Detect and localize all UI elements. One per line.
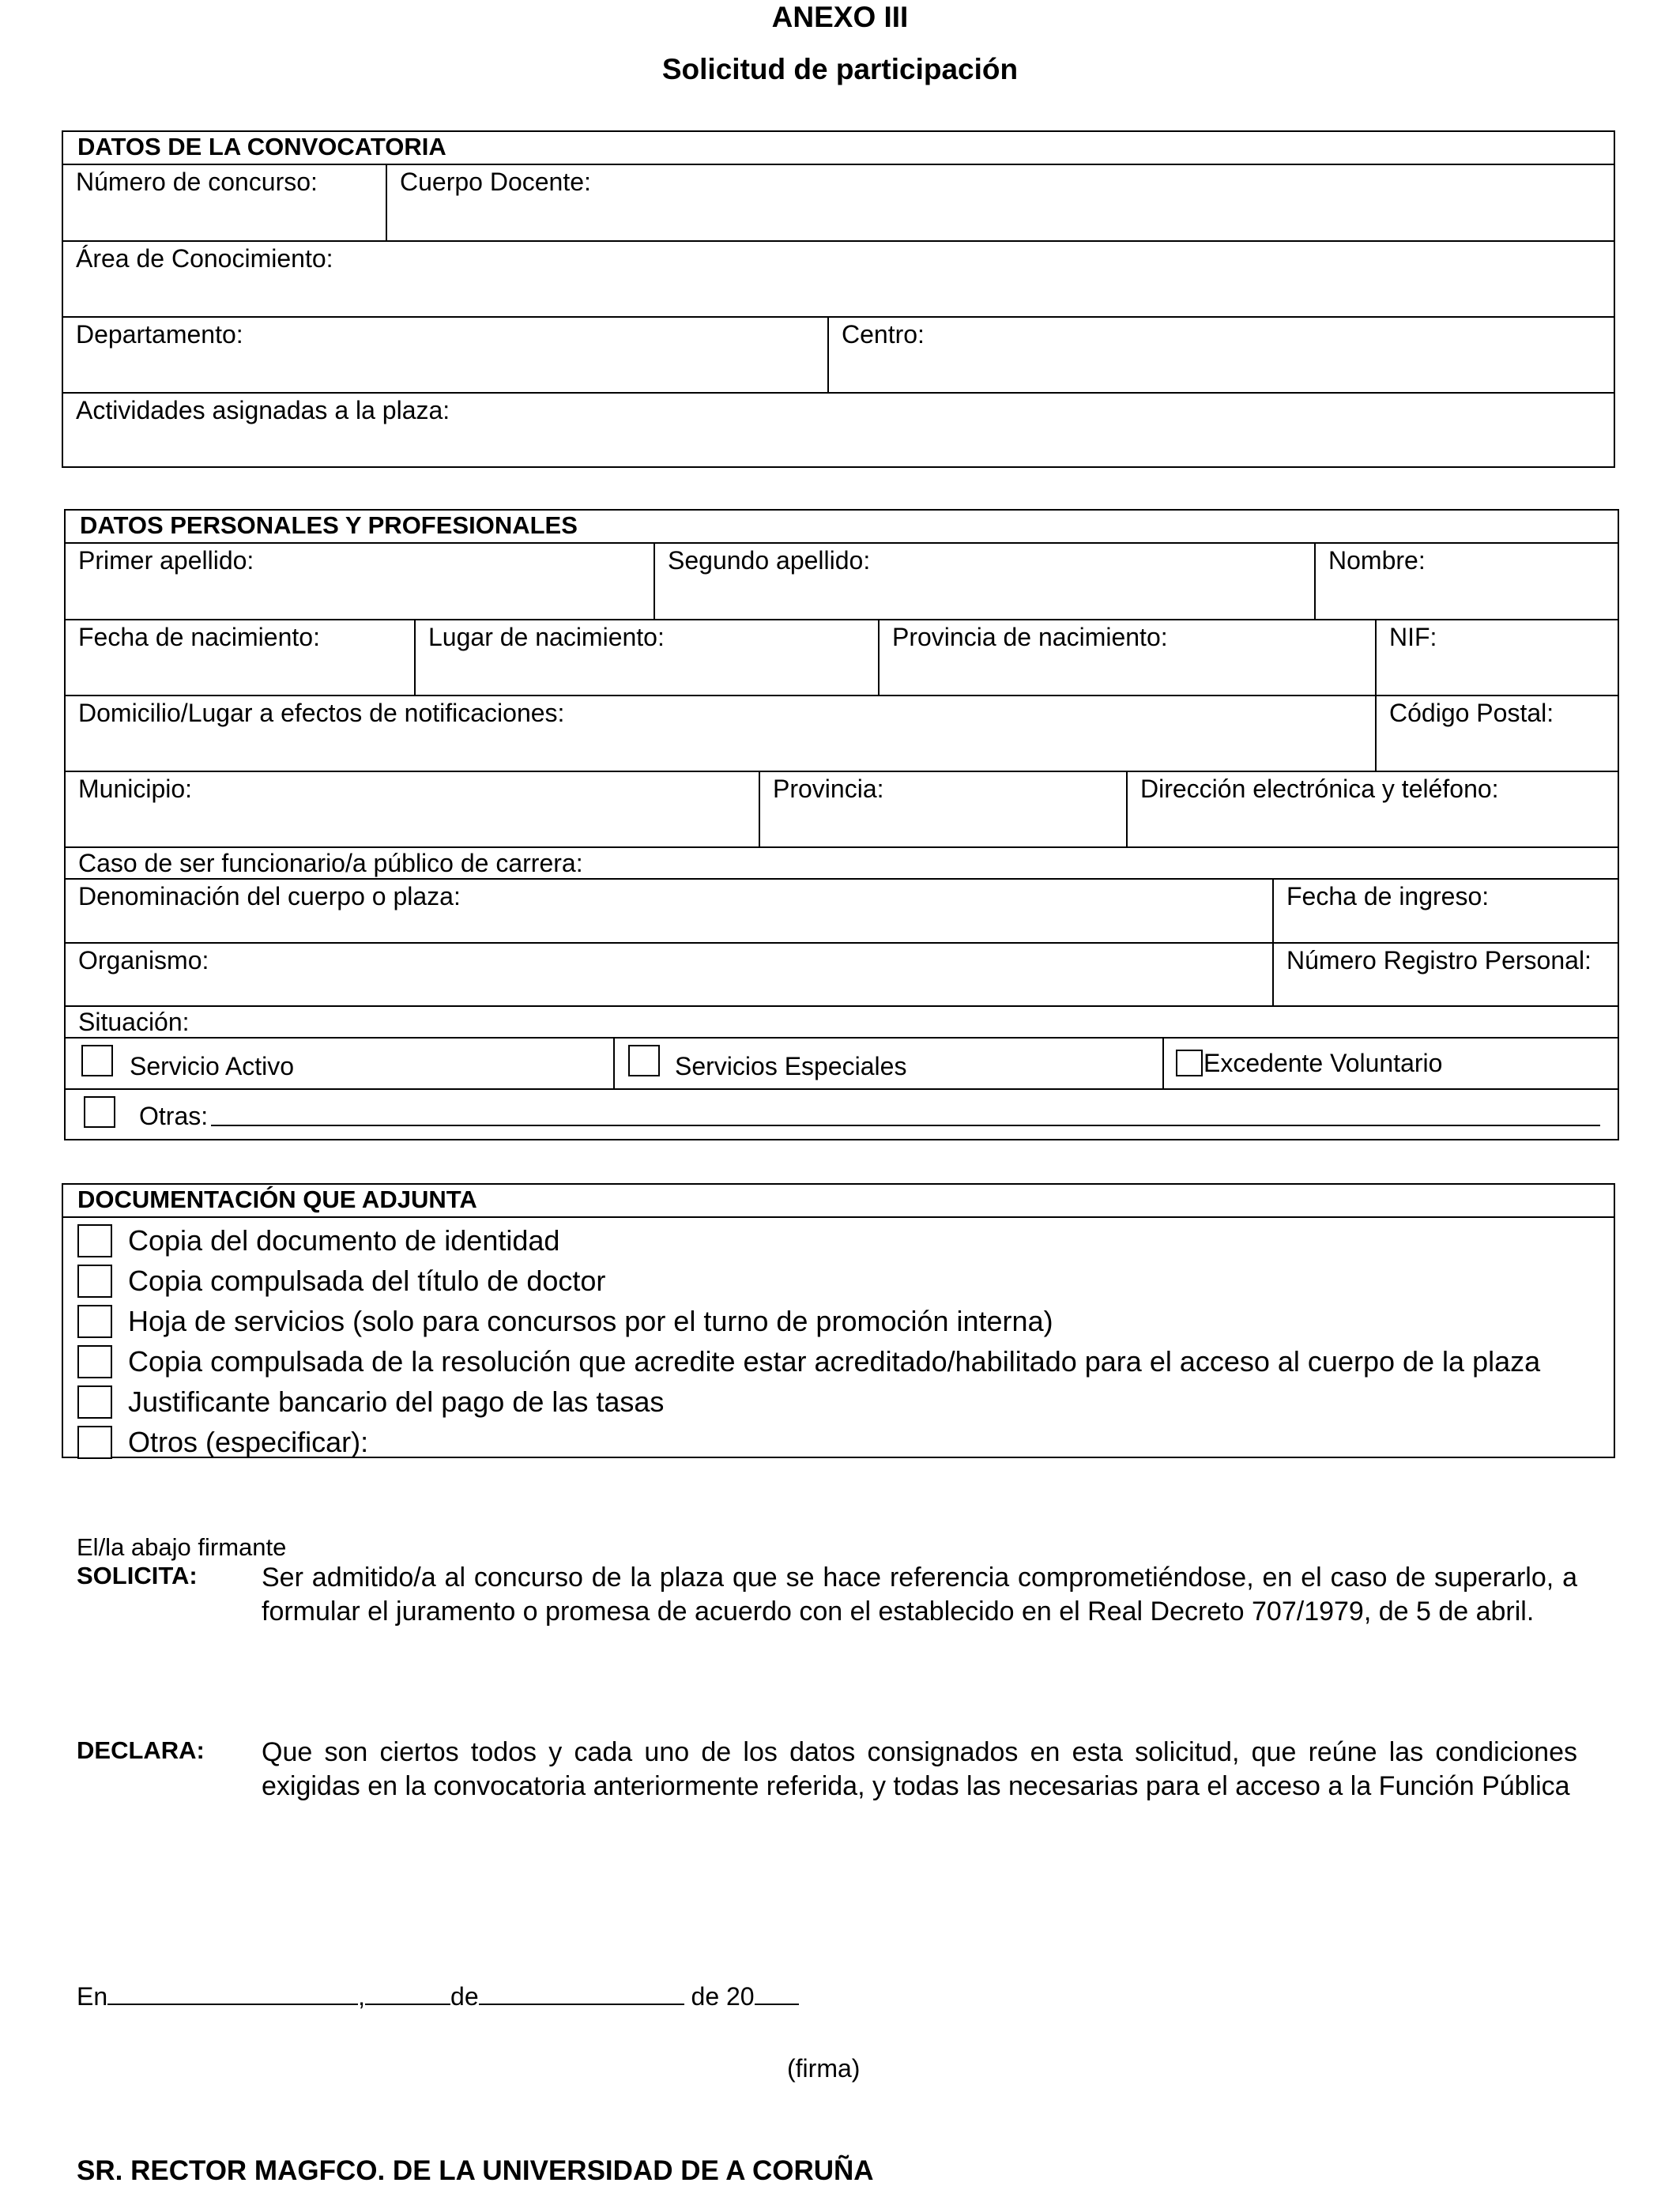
destinatario: SR. RECTOR MAGFCO. DE LA UNIVERSIDAD DE A CORUÑA xyxy=(77,2155,874,2186)
actividades-label: Actividades asignadas a la plaza: xyxy=(76,396,450,424)
declara-text: Que son ciertos todos y cada uno de los datos consignados en esta solicitud, que reúne las condiciones exigidas en la convocatoria anteriormente referida, y todas las necesarias para el acceso a la Función Pública xyxy=(262,1737,1577,1801)
denominacion-field[interactable] xyxy=(66,880,1272,942)
nombre-label: Nombre: xyxy=(1328,546,1426,575)
personales-row-2 xyxy=(66,619,1618,695)
otras-label: Otras: xyxy=(139,1102,209,1130)
convocatoria-row-2 xyxy=(63,240,1614,316)
direccion-electronica-label: Dirección electrónica y teléfono: xyxy=(1140,775,1499,803)
en-label: En xyxy=(77,1982,108,2011)
provincia-field[interactable] xyxy=(759,772,1126,846)
lugar-nacimiento-field[interactable] xyxy=(414,620,878,695)
servicios-especiales-label: Servicios Especiales xyxy=(675,1052,907,1080)
documentacion-heading: DOCUMENTACIÓN QUE ADJUNTA xyxy=(77,1186,477,1213)
personales-row-5 xyxy=(66,846,1618,878)
doc-item-checkbox[interactable] xyxy=(77,1426,112,1459)
servicio-activo-label: Servicio Activo xyxy=(130,1052,295,1080)
personales-row-8 xyxy=(66,1005,1618,1037)
documentacion-list xyxy=(63,1216,1614,1457)
organismo-field[interactable] xyxy=(66,944,1272,1005)
personales-row-3 xyxy=(66,695,1618,771)
excedente-voluntario-checkbox[interactable] xyxy=(1176,1050,1203,1076)
servicios-especiales-option[interactable] xyxy=(613,1039,1162,1088)
cuerpo-docente-label: Cuerpo Docente: xyxy=(400,168,591,196)
doc-item-checkbox[interactable] xyxy=(77,1385,112,1419)
form-title: Solicitud de participación xyxy=(661,53,1019,85)
personales-row-6 xyxy=(66,878,1618,942)
doc-item-checkbox[interactable] xyxy=(77,1265,112,1298)
otras-underline[interactable] xyxy=(211,1125,1600,1126)
servicios-especiales-checkbox[interactable] xyxy=(628,1045,660,1076)
lugar-blank[interactable] xyxy=(107,1980,358,2005)
fecha-ingreso-field[interactable] xyxy=(1272,880,1618,942)
convocatoria-section xyxy=(62,130,1615,468)
doc-item-checkbox[interactable] xyxy=(77,1305,112,1338)
denominacion-label: Denominación del cuerpo o plaza: xyxy=(78,882,461,910)
fecha-nacimiento-label: Fecha de nacimiento: xyxy=(78,623,320,651)
area-conocimiento-label: Área de Conocimiento: xyxy=(76,244,333,273)
personales-section xyxy=(64,509,1619,1140)
direccion-electronica-field[interactable] xyxy=(1126,772,1618,846)
situacion-label: Situación: xyxy=(78,1008,190,1036)
lugar-nacimiento-label: Lugar de nacimiento: xyxy=(428,623,665,651)
doc-item-label: Justificante bancario del pago de las tasas xyxy=(128,1385,665,1418)
provincia-label: Provincia: xyxy=(773,775,884,803)
organismo-label: Organismo: xyxy=(78,946,209,974)
convocatoria-row-4 xyxy=(63,392,1614,466)
nombre-field[interactable] xyxy=(1314,544,1618,619)
declara-label: DECLARA: xyxy=(77,1736,205,1764)
centro-field[interactable] xyxy=(827,318,1614,392)
codigo-postal-label: Código Postal: xyxy=(1389,699,1554,727)
doc-item-label: Otros (especificar): xyxy=(128,1426,369,1458)
fecha-firma-line xyxy=(77,1980,799,2013)
servicio-activo-checkbox[interactable] xyxy=(81,1045,113,1076)
area-conocimiento-field[interactable] xyxy=(63,242,1614,316)
departamento-field[interactable] xyxy=(63,318,827,392)
convocatoria-heading: DATOS DE LA CONVOCATORIA xyxy=(77,133,446,160)
doc-item-label: Copia compulsada del título de doctor xyxy=(128,1265,606,1297)
firma-label: (firma) xyxy=(787,2054,861,2083)
servicio-activo-option[interactable] xyxy=(66,1039,613,1088)
segundo-apellido-field[interactable] xyxy=(654,544,1314,619)
anio-blank[interactable] xyxy=(755,1980,799,2005)
mes-blank[interactable] xyxy=(479,1980,684,2005)
fecha-ingreso-label: Fecha de ingreso: xyxy=(1286,882,1490,910)
personales-row-4 xyxy=(66,771,1618,846)
convocatoria-row-3 xyxy=(63,316,1614,392)
annex-title: ANEXO III xyxy=(771,1,909,33)
personales-heading: DATOS PERSONALES Y PROFESIONALES xyxy=(80,511,578,539)
solicita-label: SOLICITA: xyxy=(77,1562,198,1589)
doc-item-label: Copia del documento de identidad xyxy=(128,1224,560,1257)
numero-registro-label: Número Registro Personal: xyxy=(1286,946,1591,974)
documentacion-section xyxy=(62,1183,1615,1458)
provincia-nacimiento-label: Provincia de nacimiento: xyxy=(892,623,1168,651)
convocatoria-row-1 xyxy=(63,164,1614,240)
personales-row-9 xyxy=(66,1037,1618,1088)
doc-item-label: Hoja de servicios (solo para concursos por el turno de promoción interna) xyxy=(128,1305,1053,1337)
domicilio-field[interactable] xyxy=(66,696,1375,771)
caso-funcionario-label: Caso de ser funcionario/a público de carrera: xyxy=(78,849,583,877)
numero-concurso-label: Número de concurso: xyxy=(76,168,318,196)
doc-item-checkbox[interactable] xyxy=(77,1345,112,1378)
provincia-nacimiento-field[interactable] xyxy=(878,620,1375,695)
solicita-text: Ser admitido/a al concurso de la plaza que se hace referencia comprometiéndose, en el caso de superarlo, a formular el juramento o promesa de acuerdo con el establecido en el Real Decreto 707/1979, de 5 de abril. xyxy=(262,1563,1577,1627)
excedente-voluntario-option[interactable] xyxy=(1162,1039,1618,1088)
municipio-field[interactable] xyxy=(66,772,759,846)
fecha-nacimiento-field[interactable] xyxy=(66,620,414,695)
cuerpo-docente-field[interactable] xyxy=(386,165,1614,240)
nif-label: NIF: xyxy=(1389,623,1437,651)
nif-field[interactable] xyxy=(1375,620,1618,695)
primer-apellido-field[interactable] xyxy=(66,544,654,619)
primer-apellido-label: Primer apellido: xyxy=(78,546,254,575)
de-label: de xyxy=(450,1982,479,2011)
doc-item-label: Copia compulsada de la resolución que acredite estar acreditado/habilitado para el acceso al cuerpo de la plaza xyxy=(128,1345,1541,1378)
coma-text: , xyxy=(358,1982,366,2011)
personales-row-7 xyxy=(66,942,1618,1005)
de20-label: de 20 xyxy=(691,1982,755,2011)
numero-registro-field[interactable] xyxy=(1272,944,1618,1005)
municipio-label: Municipio: xyxy=(78,775,193,803)
centro-label: Centro: xyxy=(842,320,925,349)
doc-item-checkbox[interactable] xyxy=(77,1224,112,1257)
firmante-text: El/la abajo firmante xyxy=(77,1533,287,1561)
numero-concurso-field[interactable] xyxy=(63,165,386,240)
personales-row-10 xyxy=(66,1088,1618,1139)
otras-checkbox[interactable] xyxy=(84,1096,115,1128)
personales-row-1 xyxy=(66,542,1618,619)
dia-blank[interactable] xyxy=(365,1980,450,2005)
departamento-label: Departamento: xyxy=(76,320,243,349)
domicilio-label: Domicilio/Lugar a efectos de notificaciones: xyxy=(78,699,565,727)
segundo-apellido-label: Segundo apellido: xyxy=(668,546,871,575)
actividades-field[interactable] xyxy=(63,394,1614,466)
excedente-voluntario-label: Excedente Voluntario xyxy=(1203,1049,1443,1077)
codigo-postal-field[interactable] xyxy=(1375,696,1618,771)
